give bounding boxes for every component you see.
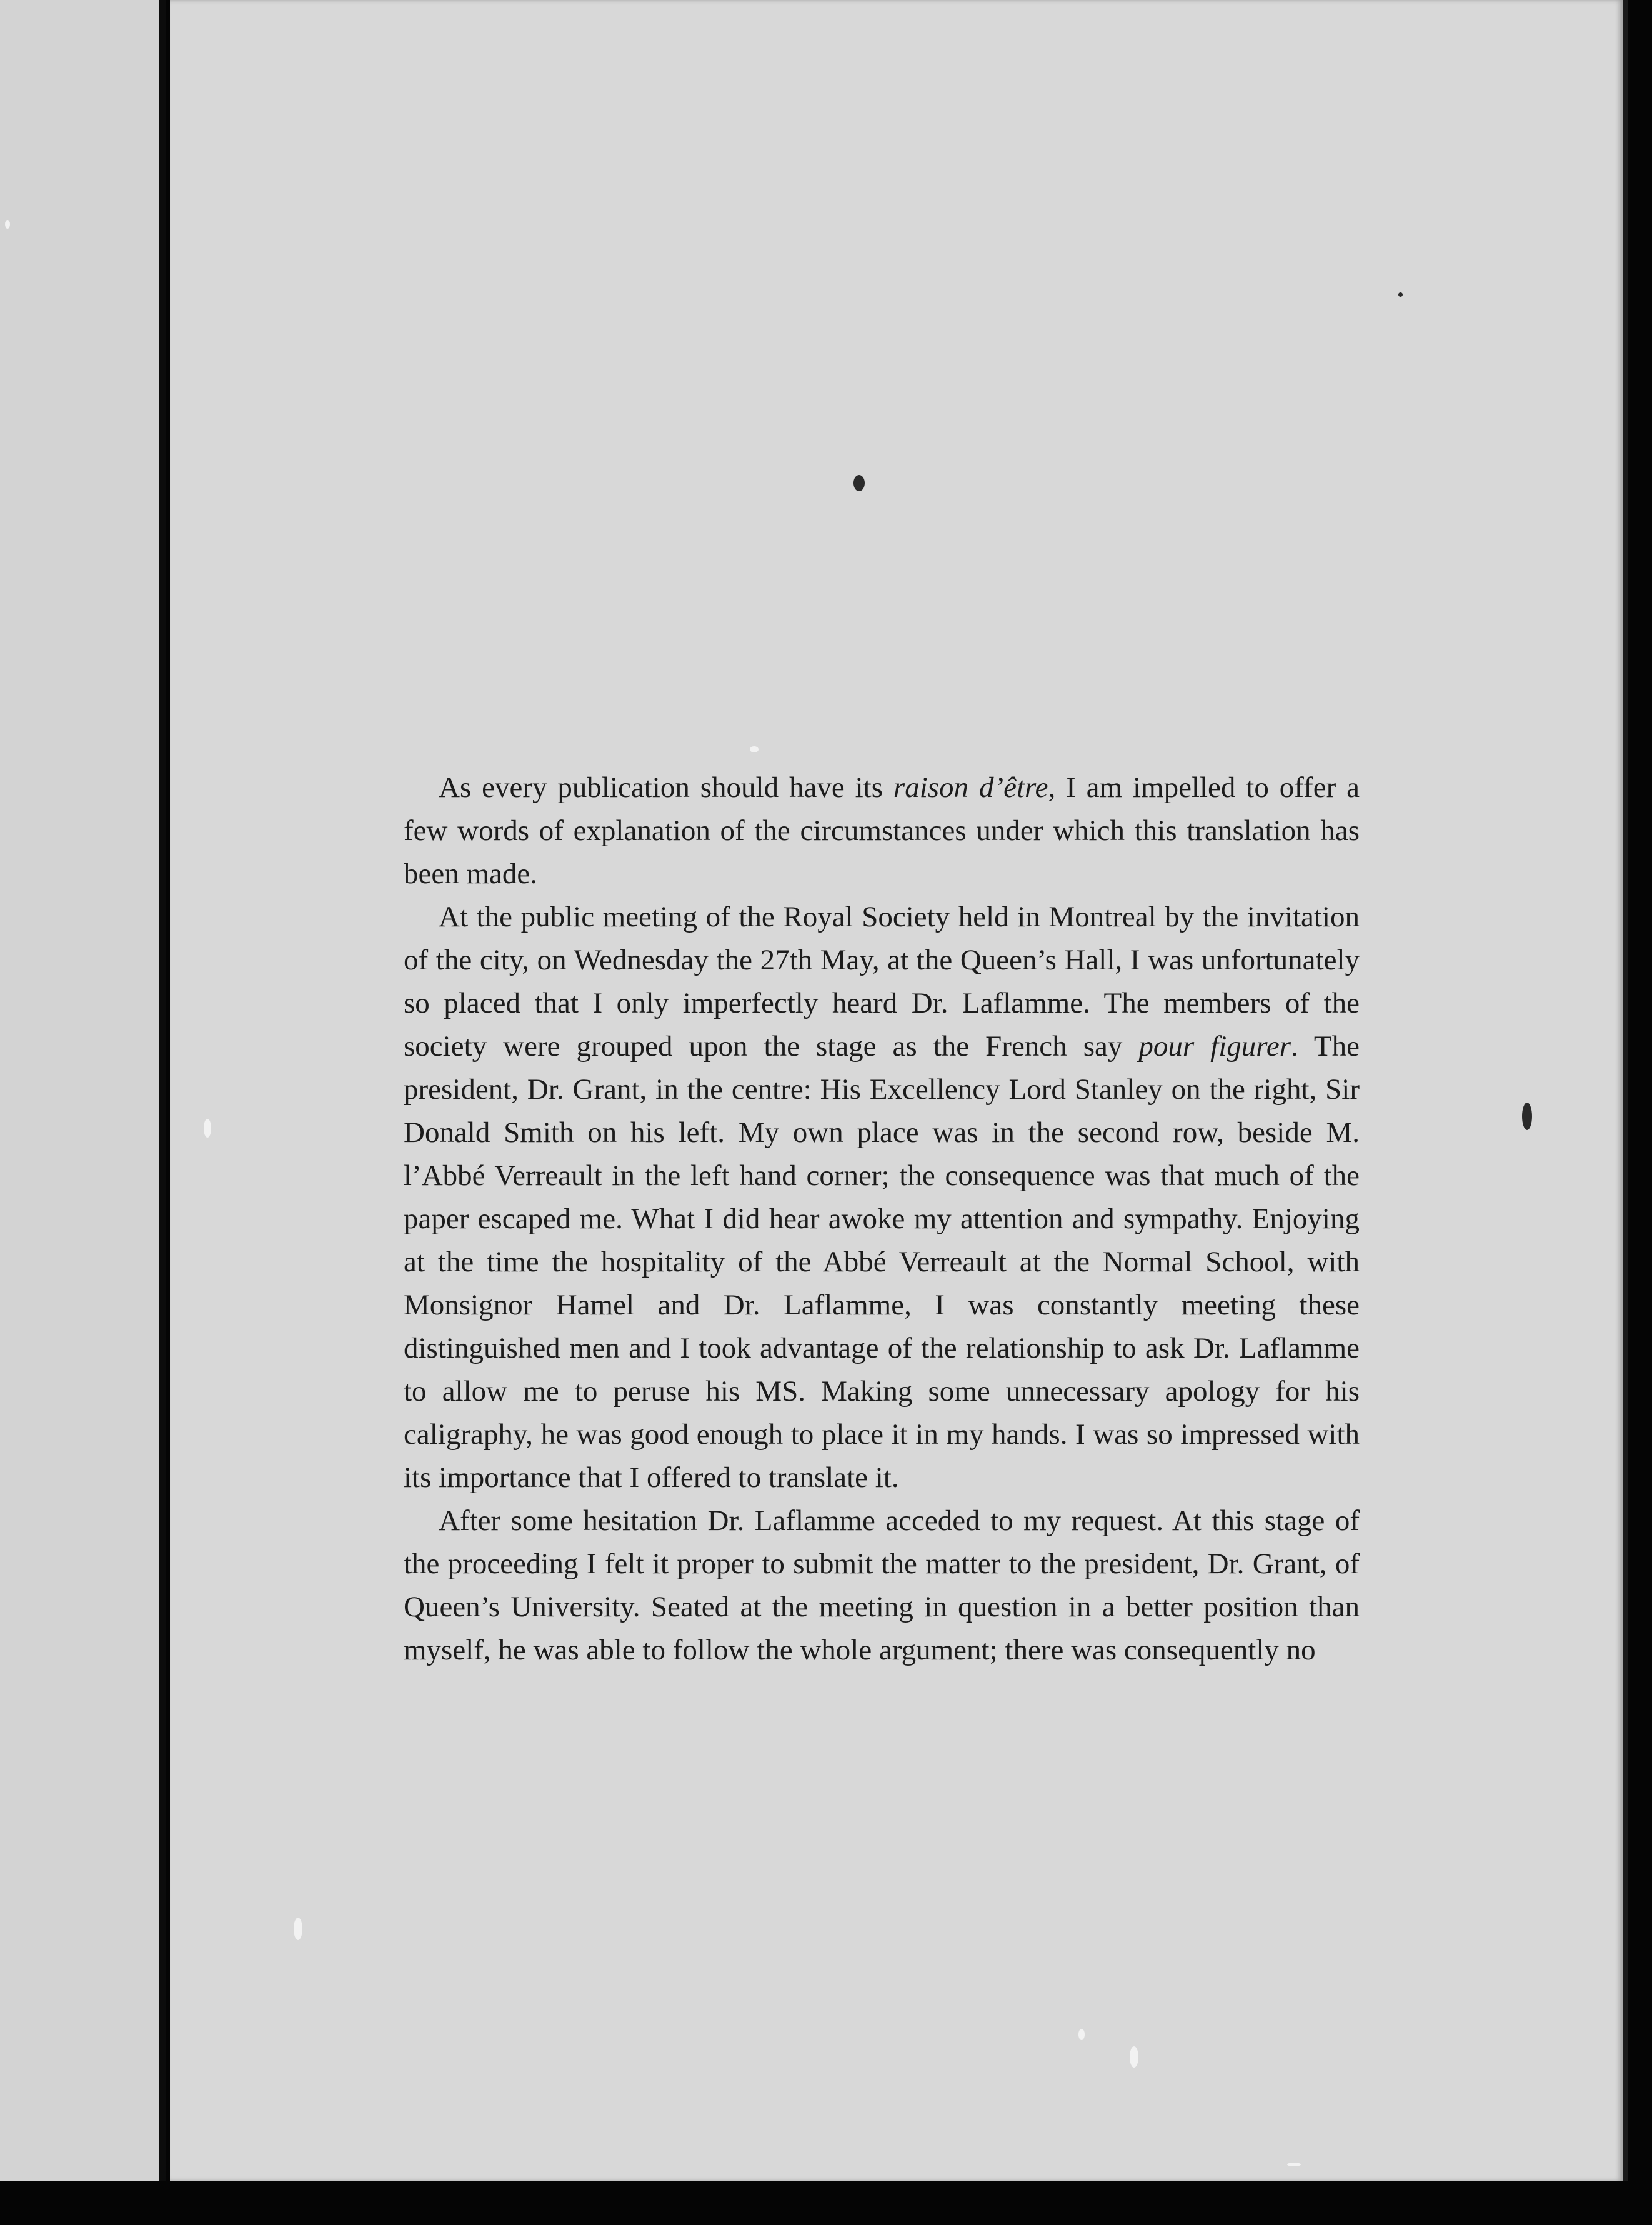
scan-speck	[853, 475, 865, 491]
paragraph	[404, 1499, 1360, 1672]
paragraph-text: , I am impelled to offer a few words of explanation of the circumstances under which this translation has been made.	[404, 771, 1360, 890]
page-edge-shadow	[1623, 0, 1628, 2181]
scan-speck	[750, 746, 759, 752]
body-text	[404, 766, 1360, 1672]
paragraph	[404, 896, 1360, 1499]
scan-speck	[204, 1119, 211, 1138]
paragraph-text: After some hesitation Dr. Laflamme acceded to my request. At this stage of the proceeding I felt it proper to submit the matter to the president, Dr. Grant, of Queen’s University. Seated at the meeting in question in a better position than myself, he was able to follow the whole argument; there was consequently no	[404, 1504, 1360, 1666]
italic-phrase: pour figurer	[1138, 1030, 1291, 1062]
scan-speck	[1522, 1102, 1532, 1130]
scan-speck	[294, 1918, 302, 1940]
book-spine	[159, 0, 166, 2181]
italic-phrase: raison d’être	[893, 771, 1048, 804]
scan-speck	[5, 220, 10, 229]
scan-speck	[1287, 2162, 1301, 2166]
scan-speck	[1130, 2046, 1138, 2068]
facing-page-margin	[0, 0, 166, 2181]
scan-speck	[1078, 2029, 1085, 2040]
paragraph-text: At the public meeting of the Royal Society held in Montreal by the invitation of the city, on Wednesday the 27th May, at the Queen’s Hall, I was unfortunately so placed that I only imperfectly heard Dr. Laflamme. The members of the society were grouped upon the stage as the French say	[404, 901, 1360, 1062]
scan-speck	[1398, 292, 1403, 297]
paragraph	[404, 766, 1360, 896]
paragraph-text: . The president, Dr. Grant, in the centre: His Excellency Lord Stanley on the right, Sir Donald Smith on his left. My own place was in the second row, beside M. l’Abbé Verreault in the left hand corner; the consequence was that much of the paper escaped me. What I did hear awoke my attention and sympathy. Enjoying at the time the hospitality of the Abbé Verreault at the Normal School, with Monsignor Hamel and Dr. Laflamme, I was constantly meeting these distinguished men and I took advantage of the relationship to ask Dr. Laflamme to allow me to peruse his MS. Making some unnecessary apology for his caligraphy, he was good enough to place it in my hands. I was so impressed with its importance that I offered to translate it.	[404, 1030, 1360, 1494]
paragraph-text: As every publication should have its	[439, 771, 893, 804]
